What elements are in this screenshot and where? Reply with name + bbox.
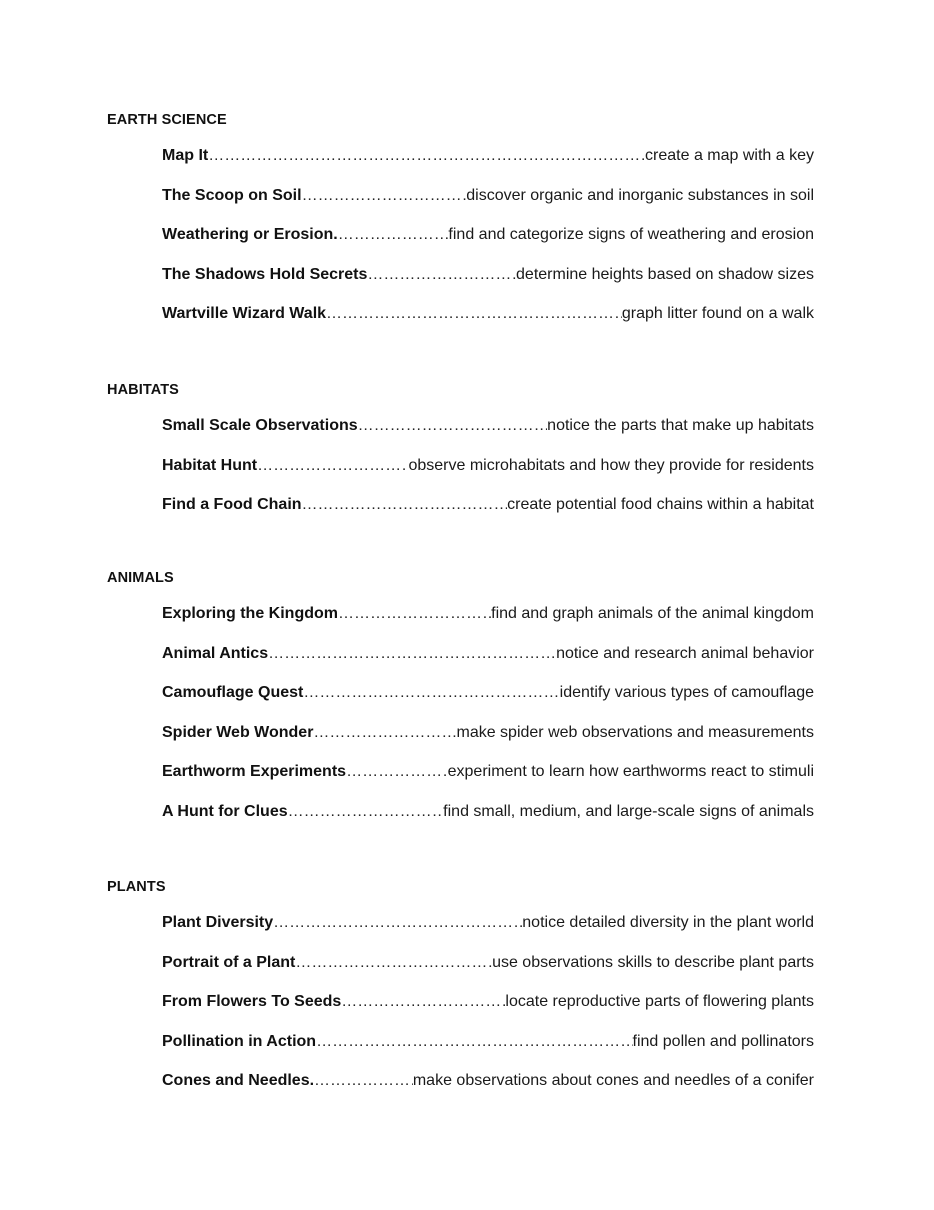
- entry-description: make observations about cones and needles of a conifer: [412, 1072, 814, 1089]
- entry-title: Portrait of a Plant: [162, 953, 296, 971]
- section-heading: EARTH SCIENCE: [107, 112, 227, 128]
- entry-title: Wartville Wizard Walk: [162, 305, 327, 322]
- entry-list: [107, 604, 827, 841]
- entry-description: create potential food chains within a habitat: [507, 496, 814, 513]
- list-item: [162, 644, 814, 684]
- entry-description: identify various types of camouflage: [559, 684, 814, 701]
- entry-description: use observations skills to describe plant parts: [492, 953, 814, 971]
- dot-leader: [273, 913, 522, 933]
- list-item: [162, 604, 814, 644]
- entry-title: Exploring the Kingdom: [162, 605, 338, 622]
- dot-leader: [208, 146, 645, 166]
- entry-description: graph litter found on a walk: [621, 305, 814, 322]
- dot-leader: [326, 304, 622, 324]
- dot-leader: [338, 604, 491, 624]
- dot-leader: [316, 1032, 632, 1052]
- list-item: [162, 992, 814, 1032]
- entry-title: Plant Diversity: [162, 914, 274, 931]
- list-item: [162, 416, 814, 456]
- list-item: [162, 1071, 814, 1111]
- list-item: [162, 913, 814, 953]
- entry-title: Animal Antics: [162, 644, 269, 662]
- entry-description: locate reproductive parts of flowering plants: [505, 993, 814, 1010]
- dot-leader: [302, 186, 467, 206]
- entry-description: experiment to learn how earthworms react to stimuli: [447, 763, 814, 780]
- entry-description: notice detailed diversity in the plant world: [522, 914, 814, 931]
- section-heading: HABITATS: [107, 382, 179, 398]
- entry-title: Weathering or Erosion.: [162, 226, 338, 243]
- list-item: [162, 762, 814, 802]
- entry-description: find and graph animals of the animal kingdom: [491, 605, 814, 622]
- entry-title: Map It: [162, 147, 209, 164]
- list-item: [162, 146, 814, 186]
- entry-title: The Scoop on Soil: [162, 186, 302, 204]
- section-earth-science: [107, 111, 827, 344]
- entry-description: determine heights based on shadow sizes: [516, 265, 814, 283]
- entry-title: Cones and Needles.: [162, 1072, 315, 1089]
- entry-description: find pollen and pollinators: [632, 1032, 814, 1050]
- dot-leader: [268, 644, 556, 664]
- list-item: [162, 723, 814, 763]
- list-item: [162, 186, 814, 226]
- dot-leader: [341, 992, 505, 1012]
- dot-leader: [314, 1071, 413, 1091]
- section-animals: [107, 569, 827, 841]
- entry-description: discover organic and inorganic substances in soil: [466, 186, 814, 204]
- dot-leader: [313, 723, 456, 743]
- entry-description: observe microhabitats and how they provide for residents: [408, 456, 814, 474]
- list-item: [162, 495, 814, 535]
- entry-description: find and categorize signs of weathering and erosion: [448, 226, 814, 243]
- section-heading: ANIMALS: [107, 570, 174, 586]
- entry-title: Spider Web Wonder: [162, 723, 314, 741]
- list-item: [162, 304, 814, 344]
- list-item: [162, 683, 814, 723]
- entry-title: Camouflage Quest: [162, 684, 304, 701]
- list-item: [162, 265, 814, 305]
- dot-leader: [302, 495, 508, 515]
- list-item: [162, 456, 814, 496]
- entry-list: [107, 913, 827, 1111]
- entry-description: find small, medium, and large-scale signs of animals: [443, 802, 814, 820]
- dot-leader: [358, 416, 548, 436]
- entry-title: Habitat Hunt: [162, 456, 258, 474]
- entry-list: [107, 146, 827, 344]
- section-plants: [107, 878, 827, 1111]
- entry-description: notice and research animal behavior: [556, 644, 814, 662]
- entry-title: Small Scale Observations: [162, 417, 358, 434]
- section-habitats: [107, 381, 827, 535]
- entry-title: Pollination in Action: [162, 1032, 317, 1050]
- list-item: [162, 802, 814, 842]
- entry-title: A Hunt for Clues: [162, 802, 288, 820]
- entry-title: Earthworm Experiments: [162, 763, 347, 780]
- dot-leader: [367, 265, 516, 285]
- entry-list: [107, 416, 827, 535]
- entry-title: Find a Food Chain: [162, 496, 302, 513]
- dot-leader: [346, 762, 448, 782]
- list-item: [162, 1032, 814, 1072]
- entry-description: make spider web observations and measurements: [456, 723, 814, 741]
- list-item: [162, 225, 814, 265]
- dot-leader: [288, 802, 444, 822]
- entry-title: The Shadows Hold Secrets: [162, 265, 368, 283]
- dot-leader: [295, 953, 492, 973]
- entry-title: From Flowers To Seeds: [162, 993, 342, 1010]
- dot-leader: [338, 225, 449, 245]
- section-heading: PLANTS: [107, 879, 166, 895]
- list-item: [162, 953, 814, 993]
- dot-leader: [303, 683, 559, 703]
- entry-description: notice the parts that make up habitats: [547, 417, 814, 434]
- dot-leader: [257, 456, 408, 476]
- entry-description: create a map with a key: [645, 147, 814, 164]
